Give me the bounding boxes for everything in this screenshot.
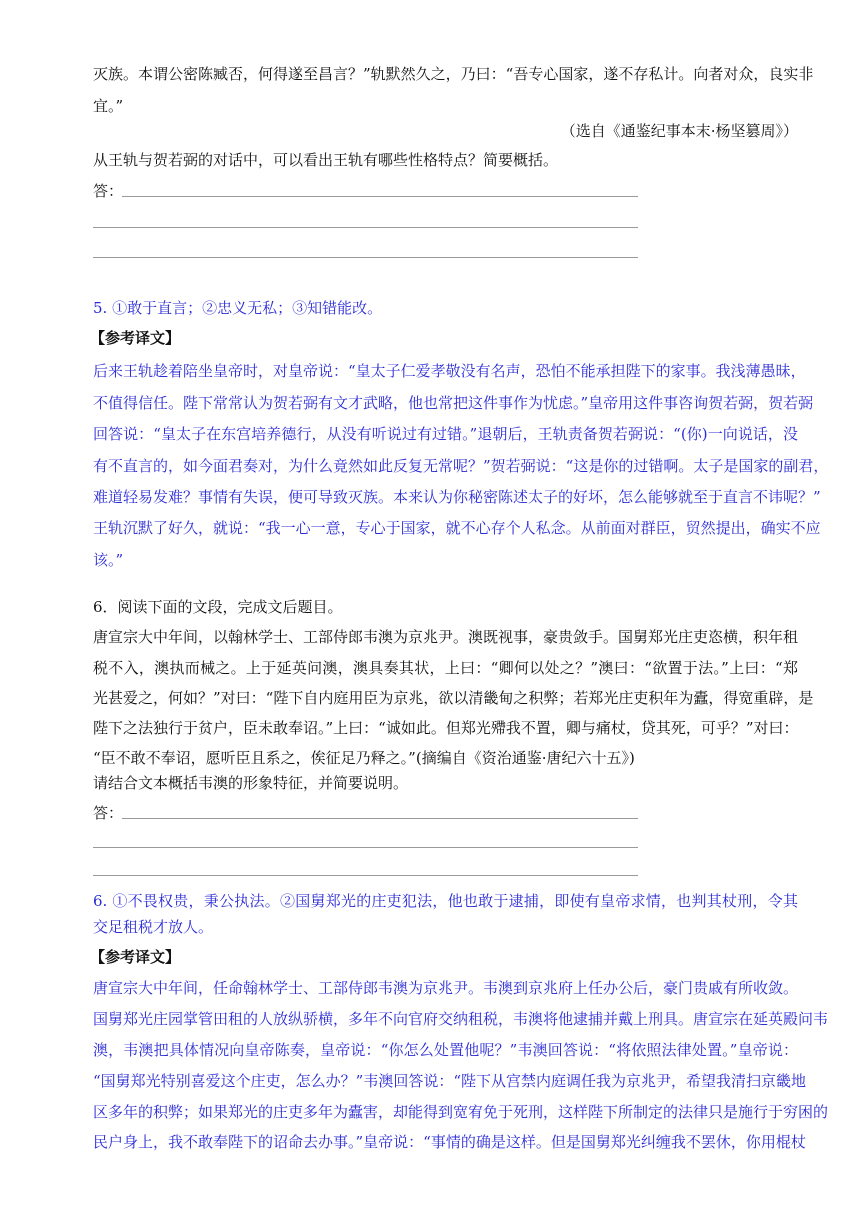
answer6-trans-line-3: 澳，韦澳把具体情况向皇帝陈奏，皇帝说：“你怎么处置他呢？”韦澳回答说：“将依照法律处置。”皇帝说： [93,1041,798,1059]
answer5-trans-line-5: 难道轻易发难？事情有失误，便可导致灭族。本来认为你秘密陈述太子的好坏，怎么能够就至于直言不讳呢？” [93,488,821,506]
answer5-trans-line-3: 回答说：“皇太子在东宫培养德行，从没有听说过有过错。”退朝后，王轨责备贺若弼说：“(你)一向说话，没 [93,425,798,443]
passage6-line-1: 唐宣宗大中年间，以翰林学士、工部侍郎韦澳为京兆尹。澳既视事，豪贵敛手。国舅郑光庄吏恣横，积年租 [93,628,799,646]
answer5-rule-1 [122,196,638,197]
answer6-line-2: 交足租税才放人。 [93,918,214,936]
answer6-trans-line-2: 国舅郑光庄园掌管田租的人放纵骄横，多年不向官府交纳租税，韦澳将他逮捕并戴上刑具。唐宣宗在延英殿问韦 [93,1010,829,1028]
answer5-trans-line-2: 不值得信任。陛下常常认为贺若弼有文才武略，他也常把这件事作为忧虑。”皇帝用这件事咨询贺若弼，贺若弼 [93,394,814,412]
answer6-trans-line-5: 区多年的积弊；如果郑光的庄吏多年为蠹害，却能得到宽宥免于死刑，这样陛下所制定的法律只是施行于穷困的 [93,1103,829,1121]
answer5-label: 答： [93,182,124,200]
answer5-rule-3 [93,257,638,258]
passage6-line-4: 陛下之法独行于贫户，臣未敢奉诏。”上曰：“诚如此。但郑光殢我不置，卿与痛杖，贷其死，可乎？”对曰： [93,719,799,737]
answer6-trans-line-6: 民户身上，我不敢奉陛下的诏命去办事。”皇帝说：“事情的确是这样。但是国舅郑光纠缠我不罢休，你用棍杖 [93,1133,806,1151]
answer5-ref-label: 【参考译文】 [90,329,181,347]
passage6-line-2: 税不入，澳执而械之。上于延英问澳，澳具奏其状，上曰：“卿何以处之？”澳曰：“欲置于法。”上曰：“郑 [93,659,798,677]
answer6-rule-2 [93,847,638,848]
answer5-trans-line-4: 有不直言的，如今面君奏对，为什么竟然如此反复无常呢？”贺若弼说：“这是你的过错啊。太子是国家的副君， [93,457,829,475]
passage5-line-1: 灭族。本谓公密陈臧否，何得遂至昌言？”轨默然久之，乃曰：“吾专心国家，遂不存私计。向者对众，良实非 [93,65,814,83]
answer6-label: 答： [93,804,124,822]
answer6-ref-label: 【参考译文】 [90,948,181,966]
answer6-line-1: 6. ①不畏权贵，秉公执法。②国舅郑光的庄吏犯法，他也敢于逮捕，即使有皇帝求情，也判其杖刑，令其 [93,892,798,910]
answer6-rule-1 [122,818,638,819]
answer5-trans-line-1: 后来王轨趁着陪坐皇帝时，对皇帝说：“皇太子仁爱孝敬没有名声，恐怕不能承担陛下的家事。我浅薄愚昧， [93,362,806,380]
passage6-line-5: “臣不敢不奉诏，愿听臣且系之，俟征足乃释之。”(摘编自《资治通鉴·唐纪六十五》) [93,749,635,767]
passage5-source: （选自《通鉴纪事本末·杨坚篡周》） [560,122,798,140]
passage6-intro: 6．阅读下面的文段，完成文后题目。 [93,598,343,616]
answer5-rule-2 [93,227,638,228]
answer6-rule-3 [93,875,638,876]
question5-text: 从王轨与贺若弼的对话中，可以看出王轨有哪些性格特点？简要概括。 [93,151,559,169]
answer6-trans-line-1: 唐宣宗大中年间，任命翰林学士、工部侍郎韦澳为京兆尹。韦澳到京兆府上任办公后，豪门贵戚有所收敛。 [93,979,799,997]
answer5-trans-line-6: 王轨沉默了好久，就说：“我一心一意，专心于国家，就不心存个人私念。从前面对群臣，贸然提出，确实不应 [93,519,821,537]
passage5-line-2: 宜。” [93,97,124,115]
question6-text: 请结合文本概括韦澳的形象特征，并简要说明。 [93,774,409,792]
passage6-line-3: 光甚爱之，何如？”对曰：“陛下自内庭用臣为京兆，欲以清畿甸之积弊；若郑光庄吏积年为蠹，得宽重辟，是 [93,689,814,707]
answer6-trans-line-4: “国舅郑光特别喜爱这个庄吏，怎么办？”韦澳回答说：“陛下从宫禁内庭调任我为京兆尹，希望我清扫京畿地 [93,1072,807,1090]
answer5-trans-line-7: 该。” [93,551,124,569]
answer5-text: 5. ①敢于直言；②忠义无私；③知错能改。 [93,299,383,317]
